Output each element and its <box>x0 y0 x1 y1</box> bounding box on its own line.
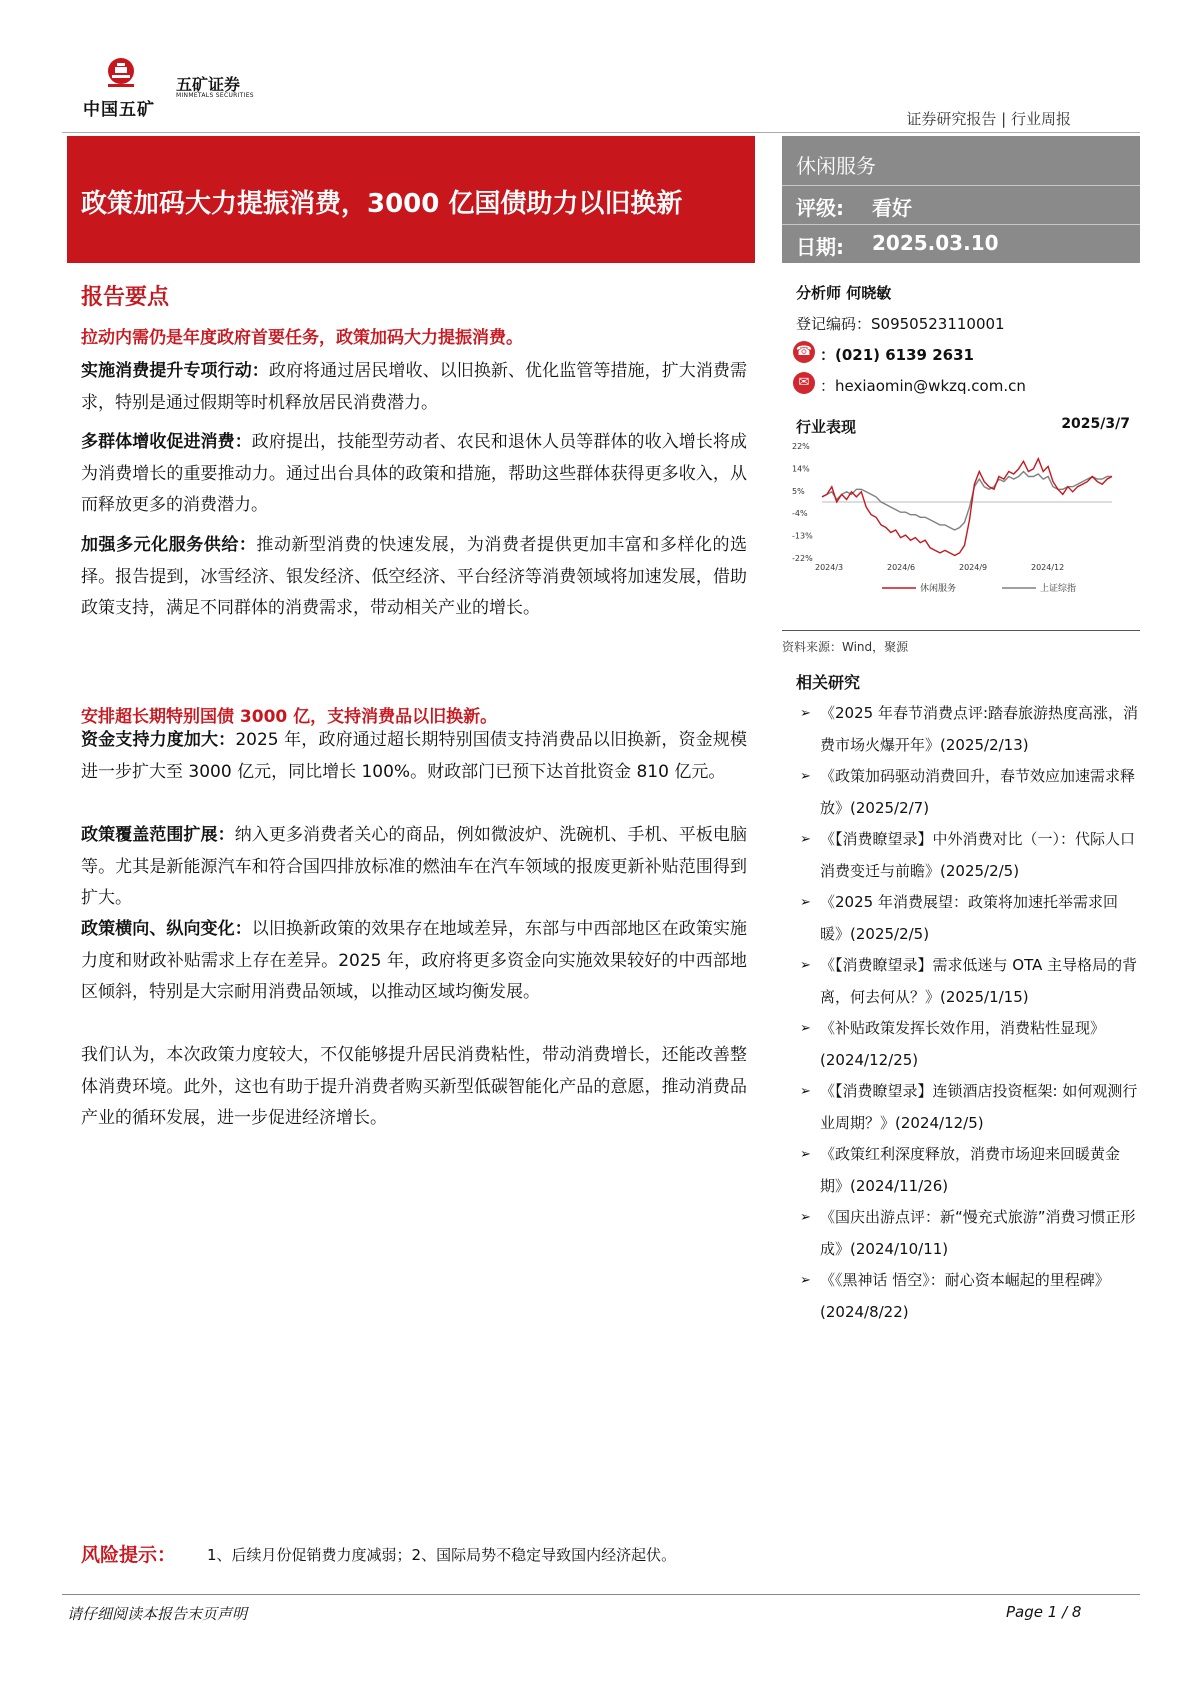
paragraph-funding <box>81 725 747 788</box>
document-type: 证券研究报告 | 行业周报 <box>906 110 1071 128</box>
related-research-list <box>800 698 1140 1328</box>
legend-label: 休闲服务 <box>920 584 957 594</box>
paragraph-head: 多群体增收促进消费： <box>81 432 252 452</box>
paragraph-body: 2025 年，政府通过超长期特别国债支持消费品以旧换新，资金规模进一步扩大至 3000 亿元，同比增长 100%。财政部门已预下达首批资金 810 亿元。 <box>81 730 748 782</box>
paragraph-income-groups <box>81 427 747 522</box>
chart-source: 资料来源：Wind，聚源 <box>782 640 909 654</box>
logo-text: 中国五矿 <box>83 100 155 120</box>
phone-icon: ☎ <box>793 341 815 363</box>
y-tick-label: -22% <box>792 554 813 563</box>
panel-divider <box>782 185 1140 186</box>
chart-title: 行业表现 <box>796 418 857 436</box>
industry-performance-chart <box>782 410 1140 630</box>
chart-divider <box>782 630 1140 631</box>
analyst-phone: ：(021) 6139 2631 <box>820 346 974 364</box>
footer-disclaimer: 请仔细阅读本报告末页声明 <box>67 1605 248 1623</box>
email-icon: ✉ <box>793 372 815 394</box>
paragraph-regional <box>81 914 747 1009</box>
list-item[interactable]: ➢ 《2025 年消费展望：政策将加速托举需求回暖》(2025/2/5) <box>800 887 1140 950</box>
paragraph-body: 纳入更多消费者关心的商品，例如微波炉、洗碗机、手机、平板电脑等。尤其是新能源汽车和符合国四排放标准的燃油车在汽车领域的报废更新补贴范围得到扩大。 <box>81 825 748 908</box>
page-number: Page 1 / 8 <box>1006 1603 1082 1621</box>
list-item[interactable]: ➢ 《【消费瞭望录】连锁酒店投资框架: 如何观测行业周期？》(2024/12/5) <box>800 1076 1140 1139</box>
paragraph-body: 以旧换新政策的效果存在地域差异，东部与中西部地区在政策实施力度和财政补贴需求上存在差异。2025 年，政府将更多资金向实施效果较好的中西部地区倾斜，特别是大宗耐用消费品领域，以推动区域均衡发展。 <box>81 919 748 1002</box>
series-line <box>822 472 1112 531</box>
paragraph-head: 资金支持力度加大： <box>81 730 236 750</box>
subheading-2: 安排超长期特别国债 3000 亿，支持消费品以旧换新。 <box>81 707 498 727</box>
analyst-name: 分析师 何晓敏 <box>796 284 892 302</box>
paragraph-head: 政策横向、纵向变化： <box>81 919 252 939</box>
company-logo-icon <box>103 55 139 91</box>
risk-text: 1、后续月份促销费力度减弱；2、国际局势不稳定导致国内经济起伏。 <box>207 1546 677 1564</box>
related-research-title: 相关研究 <box>796 673 861 692</box>
list-item[interactable]: ➢ 《政策红利深度释放，消费市场迎来回暖黄金期》(2024/11/26) <box>800 1139 1140 1202</box>
legend-label: 上证综指 <box>1040 584 1077 594</box>
list-item[interactable]: ➢ 《2025 年春节消费点评:踏春旅游热度高涨，消费市场火爆开年》(2025/2/13) <box>800 698 1140 761</box>
y-tick-label: 14% <box>792 464 810 474</box>
y-tick-label: -13% <box>792 531 813 541</box>
list-item[interactable]: ➢ 《《黑神话 悟空》：耐心资本崛起的里程碑》(2024/8/22) <box>800 1265 1140 1328</box>
paragraph-head: 政策覆盖范围扩展： <box>81 825 235 845</box>
list-item[interactable]: ➢ 《补贴政策发挥长效作用，消费粘性显现》(2024/12/25) <box>800 1013 1140 1076</box>
rating-label: 评级: <box>796 196 844 220</box>
brand-english: MINMETALS SECURITIES <box>176 92 254 99</box>
analyst-registration: 登记编码：S0950523110001 <box>796 315 1005 333</box>
paragraph-head: 实施消费提升专项行动： <box>81 361 269 381</box>
paragraph-consumption-action <box>81 356 747 419</box>
paragraph-head: 加强多元化服务供给： <box>81 535 257 555</box>
risk-label: 风险提示： <box>81 1544 177 1566</box>
x-tick-label: 2024/3 <box>815 563 844 572</box>
report-title: 政策加码大力提振消费，3000 亿国债助力以旧换新 <box>81 189 683 219</box>
y-tick-label: -4% <box>792 509 808 519</box>
paragraph-body: 政府提出，技能型劳动者、农民和退休人员等群体的收入增长将成为消费增长的重要推动力。通过出台具体的政策和措施，帮助这些群体获得更多收入，从而释放更多的消费潜力。 <box>81 432 748 515</box>
footer-divider <box>62 1594 1140 1595</box>
y-tick-label: 22% <box>792 442 810 451</box>
rating-value: 看好 <box>872 196 912 220</box>
chart-date: 2025/3/7 <box>1061 416 1130 432</box>
paragraph-body: 推动新型消费的快速发展，为消费者提供更加丰富和多样化的选择。报告提到，冰雪经济、银发经济、低空经济、平台经济等消费领域将加速发展，借助政策支持，满足不同群体的消费需求，带动相关产业的增长。 <box>81 535 747 618</box>
paragraph-coverage <box>81 820 747 915</box>
x-tick-label: 2024/6 <box>887 563 916 572</box>
date-label: 日期: <box>796 235 844 259</box>
list-item[interactable]: ➢ 《【消费瞭望录】中外消费对比（一）：代际人口消费变迁与前瞻》(2025/2/5) <box>800 824 1140 887</box>
x-tick-label: 2024/12 <box>1031 563 1065 572</box>
sector-label: 休闲服务 <box>796 154 876 178</box>
subheading-1: 拉动内需仍是年度政府首要任务，政策加码大力提振消费。 <box>81 328 523 348</box>
x-tick-label: 2024/9 <box>959 563 988 572</box>
y-tick-label: 5% <box>792 486 805 496</box>
paragraph-conclusion: 我们认为，本次政策力度较大，不仅能够提升居民消费粘性，带动消费增长，还能改善整体消费环境。此外，这也有助于提升消费者购买新型低碳智能化产品的意愿，推动消费品产业的循环发展，进一步促进经济增长。 <box>81 1045 747 1128</box>
list-item[interactable]: ➢ 《【消费瞭望录】需求低迷与 OTA 主导格局的背离，何去何从？》(2025/1/15) <box>800 950 1140 1013</box>
paragraph-service-supply <box>81 530 747 625</box>
header-divider <box>62 132 1140 133</box>
brand-name: 五矿证券 <box>176 75 241 94</box>
chart-plot <box>782 438 1140 628</box>
analyst-email: ：hexiaomin@wkzq.com.cn <box>820 377 1026 395</box>
list-item[interactable]: ➢ 《政策加码驱动消费回升，春节效应加速需求释放》(2025/2/7) <box>800 761 1140 824</box>
paragraph-body: 政府将通过居民增收、以旧换新、优化监管等措施，扩大消费需求，特别是通过假期等时机释放居民消费潜力。 <box>81 361 748 413</box>
date-value: 2025.03.10 <box>872 231 999 255</box>
series-line <box>822 459 1112 556</box>
list-item[interactable]: ➢ 《国庆出游点评：新“慢充式旅游”消费习惯正形成》(2024/10/11) <box>800 1202 1140 1265</box>
panel-divider <box>782 224 1140 225</box>
section-title: 报告要点 <box>81 285 170 310</box>
